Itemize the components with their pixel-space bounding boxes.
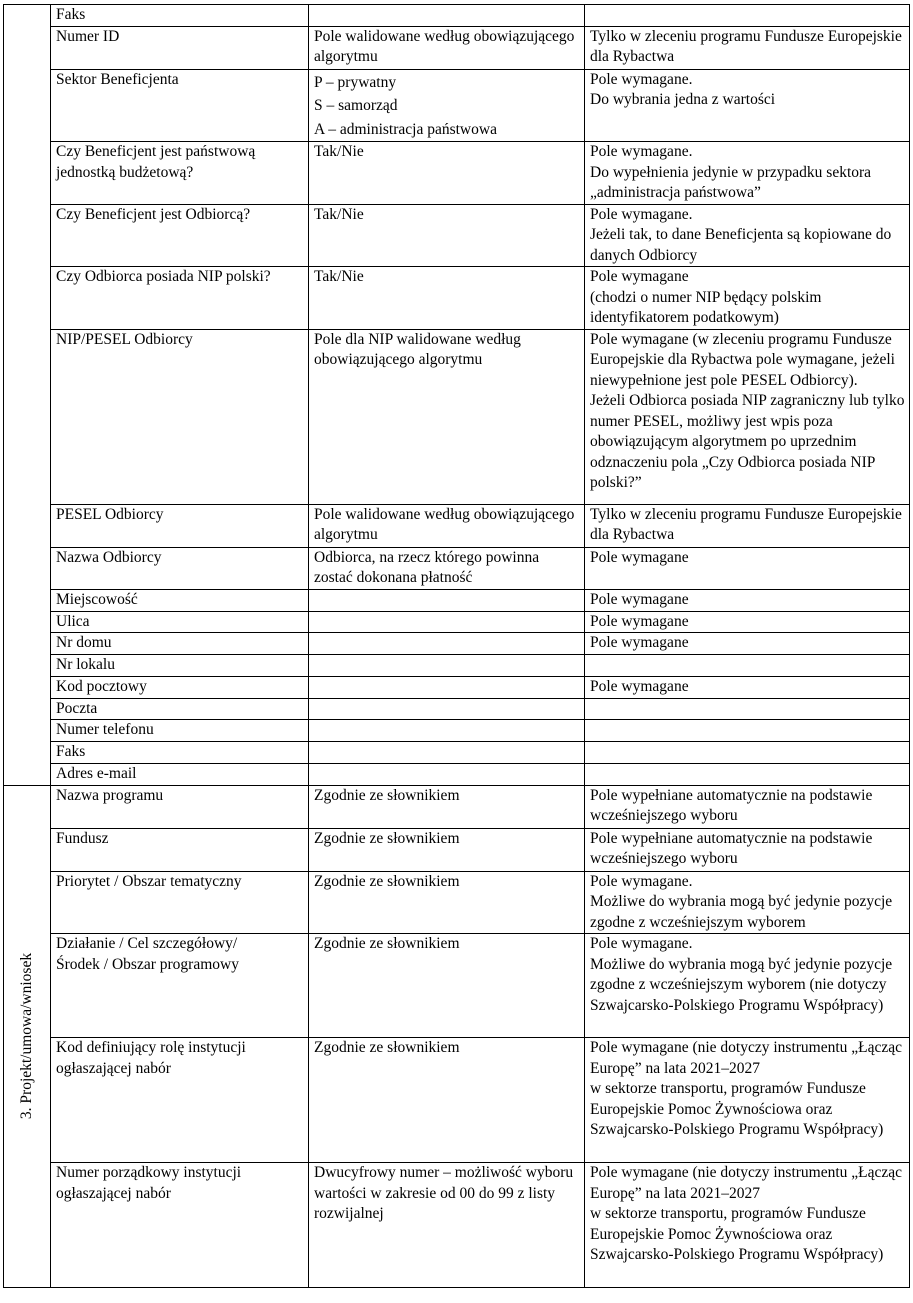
field-name-cell: Miejscowość: [51, 589, 309, 611]
table-row: [4, 676, 910, 698]
field-description-cell: [309, 742, 585, 764]
field-name-cell: Nazwa programu: [51, 785, 309, 828]
field-description-cell: [309, 633, 585, 655]
field-name-cell: Numer telefonu: [51, 720, 309, 742]
table-row: [4, 589, 910, 611]
field-name-cell: Priorytet / Obszar tematyczny: [51, 871, 309, 934]
section-3-cell: [4, 785, 51, 1288]
remarks-cell: Pole wymagane (w zleceniu programu Fundusze Europejskie dla Rybactwa pole wymagane, jeżeli niewypełnione jest pole PESEL Odbiorcy). Jeżeli Odbiorca posiada NIP zagraniczny lub tylko numer PESEL, możliwy jest wpis poza obowiązującym algorytmem po uprzednim odznaczeniu pola „Czy Odbiorca posiada NIP polski?”: [585, 329, 910, 504]
field-name-cell: Faks: [51, 5, 309, 27]
remarks-cell: Pole wymagane. Do wybrania jedna z wartości: [585, 69, 910, 142]
field-description-cell: Pole walidowane według obowiązującego algorytmu: [309, 26, 585, 69]
field-description-cell: Zgodnie ze słownikiem: [309, 828, 585, 871]
table-row: [4, 69, 910, 142]
field-description-cell: Tak/Nie: [309, 204, 585, 267]
field-description-cell: Tak/Nie: [309, 267, 585, 330]
table-row: [4, 698, 910, 720]
table-row: [4, 267, 910, 330]
table-row: [4, 504, 910, 547]
field-name-cell: Fundusz: [51, 828, 309, 871]
field-description-cell: [309, 589, 585, 611]
field-description-cell: Pole dla NIP walidowane według obowiązującego algorytmu: [309, 329, 585, 504]
remarks-cell: Pole wymagane. Do wypełnienia jedynie w przypadku sektora „administracja państwowa”: [585, 142, 910, 205]
field-description-cell: [309, 69, 585, 142]
section-2-cell: [4, 5, 51, 786]
field-name-cell: Czy Odbiorca posiada NIP polski?: [51, 267, 309, 330]
field-name-cell: Poczta: [51, 698, 309, 720]
field-description-cell: [309, 720, 585, 742]
option-item: P – prywatny: [314, 73, 397, 91]
remarks-cell: [585, 720, 910, 742]
table-row: [4, 742, 910, 764]
table-row: [4, 828, 910, 871]
field-description-cell: [309, 611, 585, 633]
field-name-cell: PESEL Odbiorcy: [51, 504, 309, 547]
table-row: [4, 763, 910, 785]
table-row: [4, 611, 910, 633]
table-row: [4, 720, 910, 742]
field-name-cell: Nr domu: [51, 633, 309, 655]
table-row: [4, 329, 910, 504]
field-name-cell: Działanie / Cel szczegółowy/ Środek / Obszar programowy: [51, 934, 309, 1038]
field-name-cell: Ulica: [51, 611, 309, 633]
remarks-cell: Pole wymagane. Możliwe do wybrania mogą być jedynie pozycje zgodne z wcześniejszym wyborem: [585, 871, 910, 934]
remarks-cell: Tylko w zleceniu programu Fundusze Europejskie dla Rybactwa: [585, 26, 910, 69]
option-item: A – administracja państwowa: [314, 120, 497, 138]
field-name-cell: Kod definiujący rolę instytucji ogłaszającej nabór: [51, 1038, 309, 1163]
field-description-cell: [309, 763, 585, 785]
remarks-cell: Pole wypełniane automatycznie na podstawie wcześniejszego wyboru: [585, 828, 910, 871]
field-description-cell: Pole walidowane według obowiązującego algorytmu: [309, 504, 585, 547]
field-name-cell: Numer ID: [51, 26, 309, 69]
field-description-cell: Zgodnie ze słownikiem: [309, 871, 585, 934]
table-row: [4, 655, 910, 677]
remarks-cell: Pole wymagane. Jeżeli tak, to dane Beneficjenta są kopiowane do danych Odbiorcy: [585, 204, 910, 267]
section-label: 3. Projekt/umowa/wniosek: [17, 953, 35, 1120]
field-name-cell: Czy Beneficjent jest państwową jednostką budżetową?: [51, 142, 309, 205]
field-description-cell: Dwucyfrowy numer – możliwość wyboru wartości w zakresie od 00 do 99 z listy rozwijalnej: [309, 1163, 585, 1288]
field-description-cell: [309, 5, 585, 27]
field-description-cell: Odbiorca, na rzecz którego powinna zostać dokonana płatność: [309, 547, 585, 589]
remarks-cell: Tylko w zleceniu programu Fundusze Europejskie dla Rybactwa: [585, 504, 910, 547]
field-name-cell: Numer porządkowy instytucji ogłaszającej nabór: [51, 1163, 309, 1288]
field-description-cell: [309, 698, 585, 720]
table-row: [4, 1038, 910, 1163]
field-name-cell: NIP/PESEL Odbiorcy: [51, 329, 309, 504]
table-row: [4, 5, 910, 27]
remarks-cell: [585, 5, 910, 27]
field-name-cell: Adres e-mail: [51, 763, 309, 785]
table-row: [4, 204, 910, 267]
remarks-cell: Pole wymagane: [585, 676, 910, 698]
remarks-cell: Pole wymagane (nie dotyczy instrumentu „Łącząc Europę” na lata 2021–2027 w sektorze transportu, programów Fundusze Europejskie Pomoc Żywnościowa oraz Szwajcarsko-Polskiego Programu Współpracy): [585, 1163, 910, 1288]
field-name-cell: Czy Beneficjent jest Odbiorcą?: [51, 204, 309, 267]
remarks-cell: [585, 655, 910, 677]
table-row: [4, 871, 910, 934]
remarks-cell: [585, 742, 910, 764]
field-name-cell: Sektor Beneficjenta: [51, 69, 309, 142]
remarks-cell: Pole wymagane: [585, 589, 910, 611]
field-name-cell: Nazwa Odbiorcy: [51, 547, 309, 589]
remarks-cell: [585, 698, 910, 720]
remarks-cell: Pole wymagane: [585, 633, 910, 655]
field-name-cell: Nr lokalu: [51, 655, 309, 677]
remarks-cell: Pole wymagane: [585, 611, 910, 633]
field-description-cell: Zgodnie ze słownikiem: [309, 934, 585, 1038]
remarks-cell: Pole wymagane (nie dotyczy instrumentu „Łącząc Europę” na lata 2021–2027 w sektorze transportu, programów Fundusze Europejskie Pomoc Żywnościowa oraz Szwajcarsko-Polskiego Programu Współpracy): [585, 1038, 910, 1163]
field-description-cell: Zgodnie ze słownikiem: [309, 1038, 585, 1163]
field-description-cell: [309, 655, 585, 677]
remarks-cell: Pole wymagane: [585, 547, 910, 589]
table-row: [4, 934, 910, 1038]
remarks-cell: Pole wymagane. Możliwe do wybrania mogą być jedynie pozycje zgodne z wcześniejszym wyborem (nie dotyczy Szwajcarsko-Polskiego Programu Współpracy): [585, 934, 910, 1038]
remarks-cell: Pole wypełniane automatycznie na podstawie wcześniejszego wyboru: [585, 785, 910, 828]
table-row: [4, 142, 910, 205]
field-description-cell: Zgodnie ze słownikiem: [309, 785, 585, 828]
table-row: [4, 633, 910, 655]
remarks-cell: Pole wymagane (chodzi o numer NIP będący polskim identyfikatorem podatkowym): [585, 267, 910, 330]
field-name-cell: Kod pocztowy: [51, 676, 309, 698]
field-name-cell: Faks: [51, 742, 309, 764]
field-description-cell: Tak/Nie: [309, 142, 585, 205]
table-row: [4, 26, 910, 69]
option-item: S – samorząd: [314, 97, 398, 114]
field-spec-table: [3, 4, 910, 1288]
table-row: [4, 785, 910, 828]
field-description-cell: [309, 676, 585, 698]
table-row: [4, 547, 910, 589]
table-row: [4, 1163, 910, 1288]
remarks-cell: [585, 763, 910, 785]
